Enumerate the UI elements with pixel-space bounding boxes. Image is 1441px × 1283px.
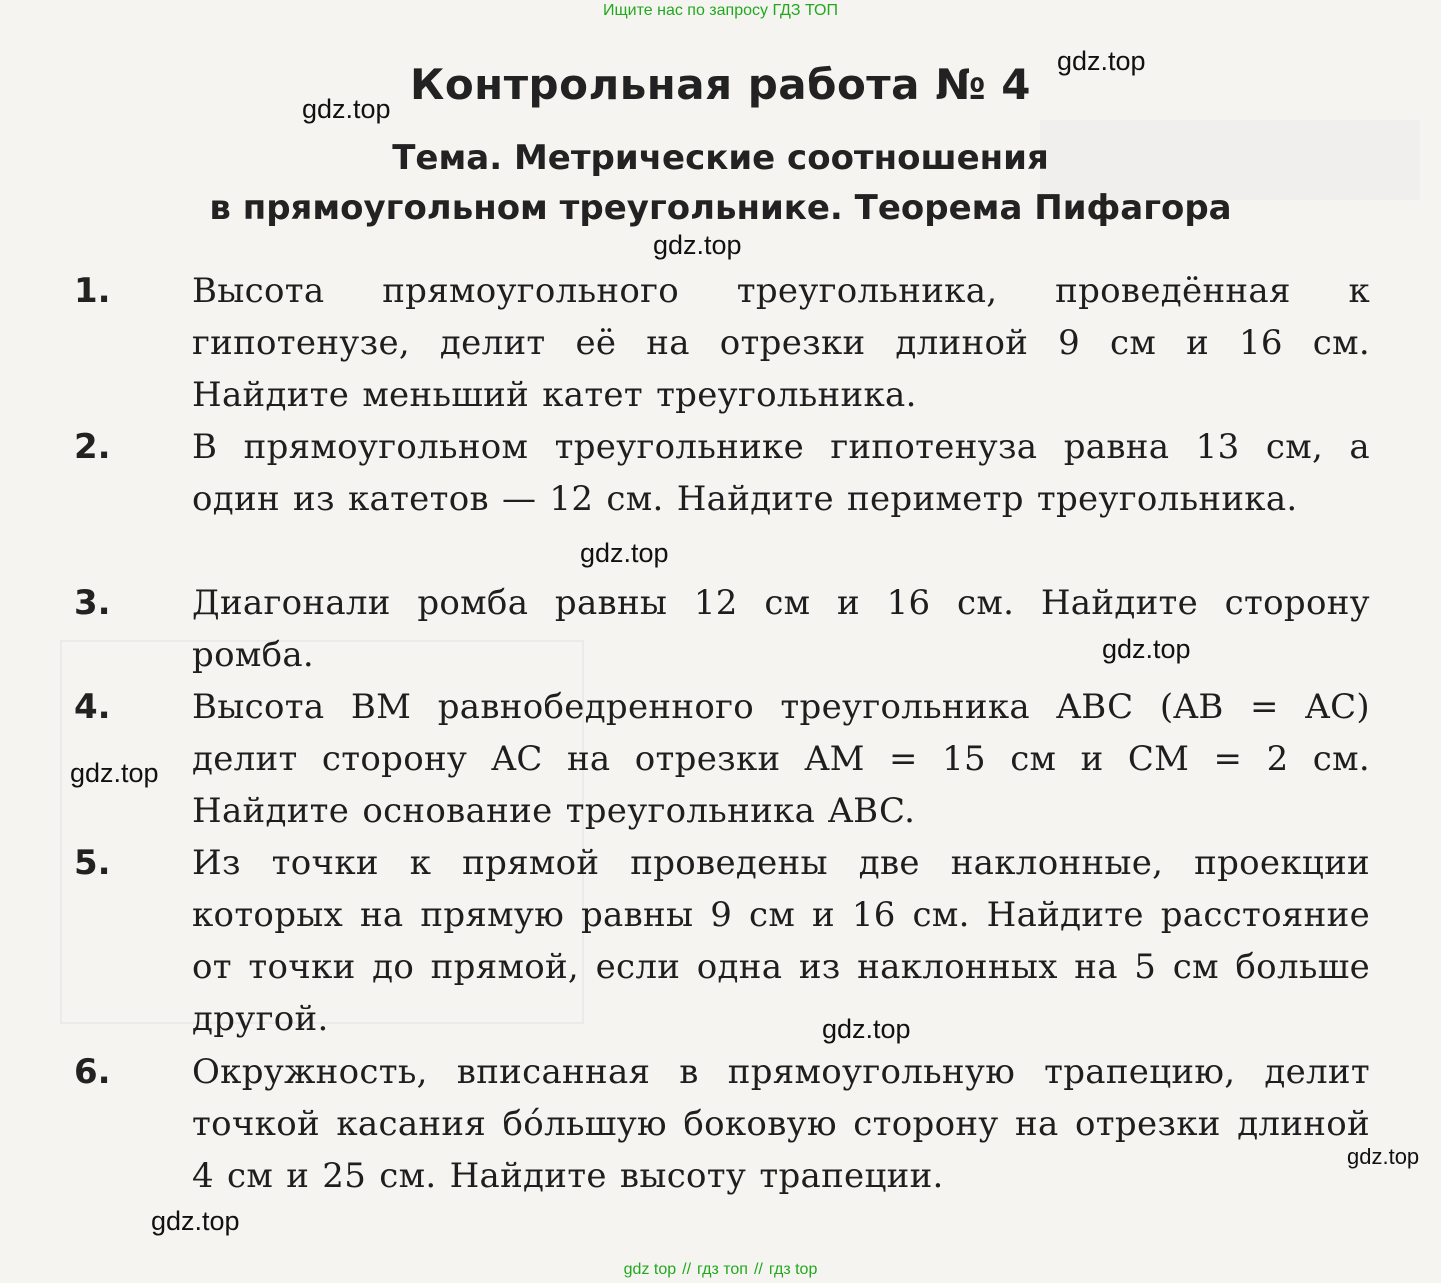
- watermark: gdz.top: [580, 538, 669, 568]
- problem-text: Высота BM равнобедренного треугольника ABC (AB = AC) делит сторону AC на отрезки AM = 15 см и CM = 2 см. Найдите основание треугольника ABC.: [192, 687, 1370, 831]
- watermark: gdz.top: [822, 1014, 911, 1044]
- problem-number: 1.: [74, 271, 111, 311]
- watermark: gdz.top: [70, 758, 159, 788]
- watermark: gdz.top: [302, 94, 391, 124]
- watermark: gdz.top: [1102, 634, 1191, 664]
- separator: //: [682, 1261, 692, 1278]
- problem-number: 5.: [74, 843, 111, 883]
- problem-text: Высота прямоугольного треугольника, проведённая к гипотенузе, делит её на отрезки длиной 9 см и 16 см. Найдите меньший катет треугольника.: [192, 271, 1370, 415]
- problem-number: 2.: [74, 427, 111, 467]
- topic-line-1: Тема. Метрические соотношения: [392, 138, 1049, 178]
- bottom-banner-part-3[interactable]: гдз top: [768, 1261, 818, 1278]
- bottom-banner[interactable]: [0, 1259, 1441, 1281]
- problem-text: Окружность, вписанная в прямоугольную трапецию, делит точкой касания бо́льшую боковую сторону на отрезки длиной 4 см и 25 см. Найдите высоту трапеции.: [192, 1052, 1370, 1196]
- bottom-banner-part-2[interactable]: гдз топ: [697, 1261, 748, 1278]
- problem-text: Диагонали ромба равны 12 см и 16 см. Найдите сторону ромба.: [192, 583, 1370, 675]
- watermark: gdz.top: [1347, 1144, 1420, 1169]
- top-banner[interactable]: Ищите нас по запросу ГДЗ ТОП: [603, 2, 838, 19]
- problem-number: 4.: [74, 687, 111, 727]
- watermark: gdz.top: [653, 230, 742, 260]
- problem-text: Из точки к прямой проведены две наклонные, проекции которых на прямую равны 9 см и 16 см. Найдите расстояние от точки до прямой, если одна из наклонных на 5 см больше другой.: [192, 843, 1370, 1039]
- problem-number: 6.: [74, 1052, 111, 1092]
- topic-line-2: в прямоугольном треугольнике. Теорема Пифагора: [209, 188, 1232, 228]
- watermark: gdz.top: [1057, 46, 1146, 76]
- separator: //: [753, 1261, 763, 1278]
- problem-number: 3.: [74, 583, 111, 623]
- watermark: gdz.top: [151, 1206, 240, 1236]
- problem-text: В прямоугольном треугольнике гипотенуза равна 13 см, а один из катетов — 12 см. Найдите периметр треугольника.: [192, 427, 1370, 519]
- page-title: Контрольная работа № 4: [409, 60, 1031, 109]
- bottom-banner-part-1[interactable]: gdz top: [623, 1261, 677, 1278]
